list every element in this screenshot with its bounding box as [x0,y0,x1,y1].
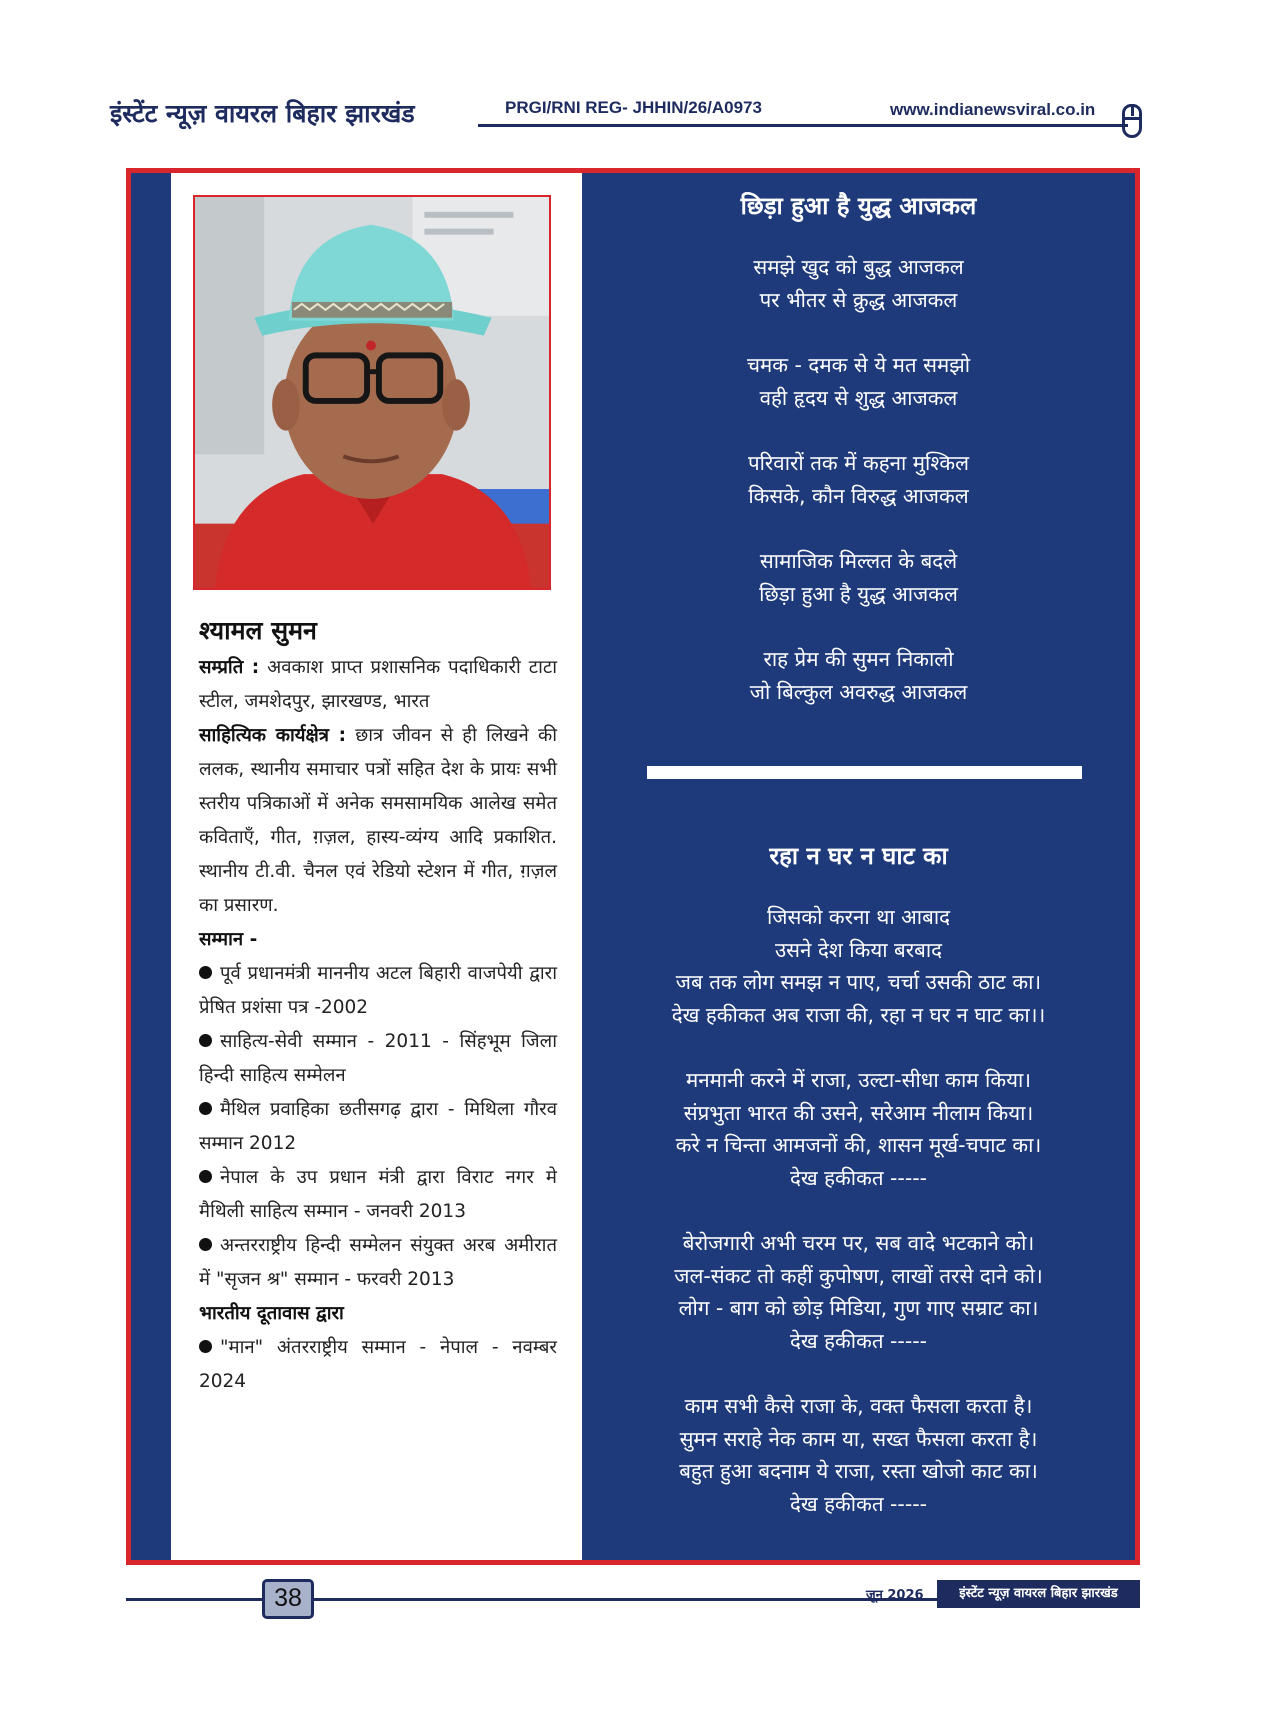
poem-line: छिड़ा हुआ है युद्ध आजकल [759,581,958,606]
poem-line: देख हकीकत ----- [789,1165,928,1190]
bullet-icon [199,966,212,979]
honors-label: सम्मान - [199,929,258,950]
poem-line: जल-संकट तो कहीं कुपोषण, लाखों तरसे दाने को। [674,1263,1043,1288]
poem-line: बेरोजगारी अभी चरम पर, सब वादे भटकाने को। [682,1231,1035,1255]
poem-line: जो बिल्कुल अवरुद्ध आजकल [749,679,968,704]
author-photo [193,195,551,590]
poem-line: मनमानी करने में राजा, उल्टा-सीधा काम किया। [685,1068,1032,1092]
embassy-label: भारतीय दूतावास द्वारा [199,1303,344,1324]
poems-column [582,173,1135,1560]
website-link[interactable]: www.indianewsviral.co.in [890,100,1096,119]
poem1-stanza [582,349,1135,414]
honor-item [199,1331,557,1399]
author-name: श्यामल सुमन [199,616,317,645]
honor-text: साहित्य-सेवी सम्मान - 2011 - सिंहभूम जिला हिन्दी साहित्य सम्मेलन [199,1031,557,1086]
honor-text: अन्तरराष्ट्रीय हिन्दी सम्मेलन संयुक्त अरब अमीरात में "सृजन श्र" सम्मान - फरवरी 2013 [199,1235,557,1290]
poem-line: सुमन सराहे नेक काम या, सख्त फैसला करता है। [679,1426,1038,1451]
honor-item [199,1229,557,1297]
poem-line: जिसको करना था आबाद [766,905,951,929]
honor-text: पूर्व प्रधानमंत्री माननीय अटल बिहारी वाजपेयी द्वारा प्रेषित प्रशंसा पत्र -2002 [199,963,557,1018]
bullet-icon [199,1102,212,1115]
header-rule [478,124,1128,127]
poem2-stanza [582,1227,1135,1357]
poem1-body [582,251,1135,741]
poem-line: परिवारों तक में कहना मुश्किल [747,451,970,475]
poem2-title: रहा न घर न घाट का [769,842,948,870]
poem-line: सामाजिक मिल्लत के बदले [759,549,958,573]
poem-line: पर भीतर से क्रुद्ध आजकल [759,287,958,312]
poem-line: काम सभी कैसे राजा के, वक्त फैसला करता है। [684,1394,1033,1418]
poem1-stanza [582,447,1135,512]
poem1-stanza [582,643,1135,708]
poem2-stanza [582,1064,1135,1194]
honor-text: मैथिल प्रवाहिका छतीसगढ़ द्वारा - मिथिला गौरव सम्मान 2012 [199,1099,557,1154]
literary-paragraph [199,719,557,923]
footer-brand: इंस्टेंट न्यूज़ वायरल बिहार झारखंड [937,1580,1140,1608]
poem-line: संप्रभुता भारत की उसने, सरेआम नीलाम किया। [683,1100,1034,1125]
literary-text: छात्र जीवन से ही लिखने की ललक, स्थानीय समाचार पत्रों सहित देश के प्रायः सभी स्तरीय पत्रिकाओं में अनेक समसामयिक आलेख समेत कविताएँ, गीत, ग़ज़ल, हास्य-व्यंग्य आदि प्रकाशित. स्थानीय टी.वी. चैनल एवं रेडियो स्टेशन में गीत, ग़ज़ल का प्रसारण. [199,725,557,916]
poem2-stanza [582,1390,1135,1520]
bullet-icon [199,1034,212,1047]
author-portrait-illustration [195,197,549,588]
poem-line: जब तक लोग समझ न पाए, चर्चा उसकी ठाट का। [675,970,1042,994]
poem-line: समझे खुद को बुद्ध आजकल [753,255,964,279]
literary-label: साहित्यिक कार्यक्षेत्र : [199,725,347,746]
honor-item [199,1161,557,1229]
occupation-text: अवकाश प्राप्त प्रशासनिक पदाधिकारी टाटा स्टील, जमशेदपुर, झारखण्ड, भारत [199,657,557,712]
honor-text: नेपाल के उप प्रधान मंत्री द्वारा विराट नगर मे मैथिली साहित्य सम्मान - जनवरी 2013 [199,1167,557,1222]
poem-line: देख हकीकत ----- [789,1491,928,1516]
poem2-body [582,901,1135,1553]
section-divider [647,766,1082,779]
poem-line: देख हकीकत अब राजा की, रहा न घर न घाट का।। [671,1002,1046,1027]
honor-item [199,957,557,1025]
poem-line: करे न चिन्ता आमजनों की, शासन मूर्ख-चपाट का। [675,1133,1042,1157]
occupation-label: सम्प्रति : [199,657,260,678]
poem-line: किसके, कौन विरुद्ध आजकल [748,483,969,508]
poem2-stanza [582,901,1135,1031]
article-frame [126,168,1140,1565]
poem1-stanza [582,545,1135,610]
poem1-title: छिड़ा हुआ है युद्ध आजकल [740,192,977,220]
poem-line: बहुत हुआ बदनाम ये राजा, रस्ता खोजो काट का। [679,1459,1038,1483]
author-bio-text [199,651,557,1399]
honor-text: "मान" अंतरराष्ट्रीय सम्मान - नेपाल - नवम्बर 2024 [199,1337,557,1392]
poem-line: लोग - बाग को छोड़ मिडिया, गुण गाए सम्राट का। [678,1296,1039,1320]
occupation-paragraph [199,651,557,719]
author-bio-panel [171,173,582,1560]
poem-line: वही हृदय से शुद्ध आजकल [759,385,958,410]
issue-date: जून 2026 [866,1588,924,1603]
registration-number: PRGI/RNI REG- JHHIN/26/A0973 [505,98,762,117]
poem1-stanza [582,251,1135,316]
honor-item [199,1093,557,1161]
page-number: 38 [262,1579,314,1619]
poem-line: राह प्रेम की सुमन निकालो [763,647,954,671]
mouse-icon [1122,104,1142,138]
bullet-icon [199,1238,212,1251]
bullet-icon [199,1170,212,1183]
bullet-icon [199,1340,212,1353]
poem-line: चमक - दमक से ये मत समझो [746,353,971,377]
magazine-title: इंस्टेंट न्यूज़ वायरल बिहार झारखंड [110,99,415,128]
poem-line: उसने देश किया बरबाद [774,937,943,962]
honor-item [199,1025,557,1093]
poem-line: देख हकीकत ----- [789,1328,928,1353]
